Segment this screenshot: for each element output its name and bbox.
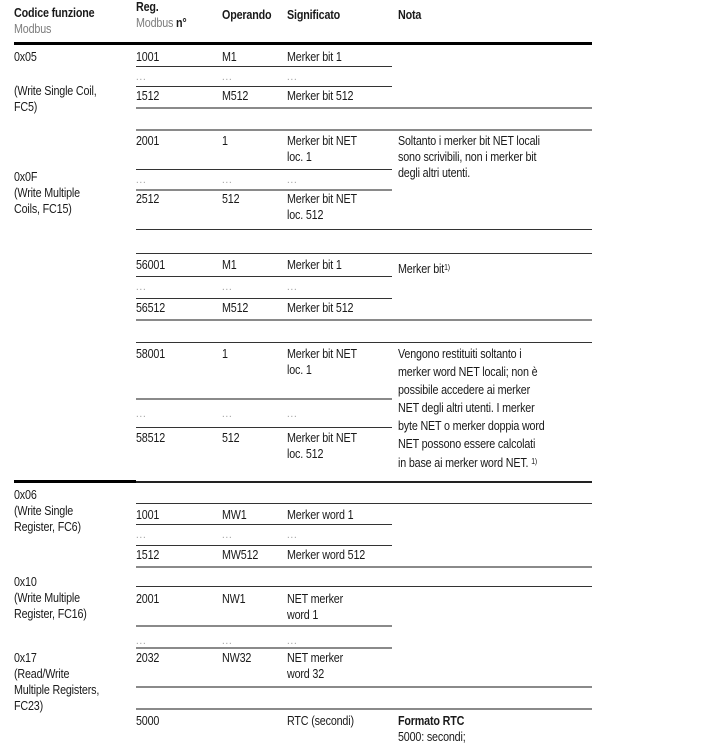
header-reg-sub: Modbus n° (136, 16, 187, 30)
ellipsis: ... (136, 281, 147, 293)
group-desc-0x05: (Write Single Coil, (14, 84, 97, 98)
row-meaning: NET merker (287, 592, 344, 606)
group-code-0x10: 0x10 (14, 575, 37, 589)
ellipsis: ... (287, 408, 298, 420)
row-meaning-2: word 1 (287, 608, 319, 622)
row-meaning: Merker bit 1 (287, 258, 342, 272)
ellipsis: ... (287, 174, 298, 186)
group-desc-0x17-2: Multiple Registers, (14, 683, 100, 697)
group-rule (136, 708, 592, 710)
group-code-0x06: 0x06 (14, 488, 37, 502)
row-meaning: Merker bit 512 (287, 301, 354, 315)
row-reg: 2001 (136, 134, 160, 148)
group-desc-0x10-2: Register, FC16) (14, 607, 87, 621)
ellipsis: ... (287, 281, 298, 293)
row-meaning-2: loc. 1 (287, 363, 312, 377)
note-net-bits-1: Soltanto i merker bit NET locali (398, 134, 540, 148)
group-desc-0x06: (Write Single (14, 504, 74, 518)
group-desc-0x0f: (Write Multiple (14, 186, 80, 200)
section-rule (14, 480, 136, 483)
row-rule (136, 66, 392, 67)
row-reg: 5000 (136, 714, 160, 728)
note-rtc-title: Formato RTC (398, 714, 465, 728)
row-reg: 2032 (136, 651, 160, 665)
row-operand: NW32 (222, 651, 252, 665)
header-rule (14, 42, 592, 45)
note-net-words-7: in base ai merker word NET. $^{1)}$ (398, 456, 537, 470)
row-operand: M1 (222, 258, 237, 272)
row-reg: 2001 (136, 592, 160, 606)
row-meaning: Merker bit NET (287, 347, 357, 361)
row-rule (136, 398, 392, 400)
row-rule (136, 647, 392, 649)
row-operand: M512 (222, 301, 249, 315)
ellipsis: ... (222, 281, 233, 293)
note-net-bits-2: sono scrivibili, non i merker bit (398, 150, 537, 164)
row-operand: MW1 (222, 508, 247, 522)
note-net-words-2: merker word NET locali; non è (398, 365, 538, 379)
ellipsis: ... (136, 635, 147, 647)
section-rule (136, 481, 592, 483)
group-rule (136, 129, 592, 131)
ellipsis: ... (222, 635, 233, 647)
ellipsis: ... (222, 71, 233, 83)
group-rule (136, 253, 592, 254)
group-desc-0x05-2: FC5) (14, 100, 38, 114)
group-rule (136, 229, 592, 230)
row-rule (136, 189, 392, 191)
group-desc-0x17: (Read/Write (14, 667, 70, 681)
note-net-bits-3: degli altri utenti. (398, 166, 471, 180)
row-rule (136, 169, 392, 170)
row-rule (136, 545, 392, 546)
group-rule (136, 686, 592, 688)
group-rule (136, 319, 592, 321)
group-code-0x17: 0x17 (14, 651, 37, 665)
row-reg: 2512 (136, 192, 160, 206)
row-meaning-2: word 32 (287, 667, 325, 681)
note-net-words-1: Vengono restituiti soltanto i (398, 347, 522, 361)
ellipsis: ... (136, 71, 147, 83)
row-meaning: Merker bit NET (287, 431, 357, 445)
group-rule (136, 342, 592, 343)
row-operand: M512 (222, 89, 249, 103)
group-rule (136, 503, 592, 504)
ellipsis: ... (287, 71, 298, 83)
row-reg: 1512 (136, 548, 160, 562)
row-meaning-2: loc. 512 (287, 447, 324, 461)
row-rule (136, 86, 392, 87)
row-reg: 56001 (136, 258, 166, 272)
note-net-words-5: byte NET o merker doppia word (398, 419, 545, 433)
row-reg: 58001 (136, 347, 166, 361)
note-net-words-3: possibile accedere ai merker (398, 383, 531, 397)
row-reg: 56512 (136, 301, 166, 315)
header-function-code-sub: Modbus (14, 22, 52, 36)
row-operand: 1 (222, 134, 228, 148)
group-code-0x05: 0x05 (14, 50, 37, 64)
header-reg: Reg. (136, 0, 159, 14)
row-meaning: Merker bit NET (287, 192, 357, 206)
row-rule (136, 298, 392, 299)
row-meaning-2: loc. 512 (287, 208, 324, 222)
header-function-code: Codice funzione (14, 6, 95, 20)
group-desc-0x0f-2: Coils, FC15) (14, 202, 72, 216)
row-rule (136, 524, 392, 525)
group-rule (136, 566, 592, 568)
row-operand: M1 (222, 50, 237, 64)
group-desc-0x06-2: Register, FC6) (14, 520, 81, 534)
row-meaning: RTC (secondi) (287, 714, 354, 728)
row-meaning-2: loc. 1 (287, 150, 312, 164)
group-code-0x0f: 0x0F (14, 170, 38, 184)
row-reg: 1001 (136, 508, 160, 522)
row-rule (136, 427, 392, 428)
row-rule (136, 276, 392, 277)
row-operand: 512 (222, 192, 240, 206)
ellipsis: ... (287, 635, 298, 647)
ellipsis: ... (136, 408, 147, 420)
row-meaning: Merker bit 1 (287, 50, 342, 64)
row-operand: MW512 (222, 548, 259, 562)
ellipsis: ... (136, 174, 147, 186)
row-reg: 58512 (136, 431, 166, 445)
row-operand: NW1 (222, 592, 246, 606)
row-operand: 1 (222, 347, 228, 361)
row-meaning: Merker word 512 (287, 548, 366, 562)
row-meaning: NET merker (287, 651, 344, 665)
header-meaning: Significato (287, 8, 341, 22)
group-rule (136, 586, 592, 587)
group-rule (136, 107, 592, 109)
row-operand: 512 (222, 431, 240, 445)
note-merker-bit: Merker bit$^{1)}$ (398, 262, 450, 276)
ellipsis: ... (222, 529, 233, 541)
ellipsis: ... (222, 174, 233, 186)
header-operand: Operando (222, 8, 272, 22)
group-desc-0x17-3: FC23) (14, 699, 44, 713)
row-meaning: Merker word 1 (287, 508, 354, 522)
ellipsis: ... (287, 529, 298, 541)
group-desc-0x10: (Write Multiple (14, 591, 80, 605)
row-reg: 1001 (136, 50, 160, 64)
header-note: Nota (398, 8, 422, 22)
row-reg: 1512 (136, 89, 160, 103)
ellipsis: ... (136, 529, 147, 541)
note-net-words-6: NET possono essere calcolati (398, 437, 536, 451)
note-net-words-4: NET degli altri utenti. I merker (398, 401, 535, 415)
row-meaning: Merker bit NET (287, 134, 357, 148)
note-rtc-line: 5000: secondi; (398, 730, 466, 744)
ellipsis: ... (222, 408, 233, 420)
row-rule (136, 625, 392, 627)
row-meaning: Merker bit 512 (287, 89, 354, 103)
